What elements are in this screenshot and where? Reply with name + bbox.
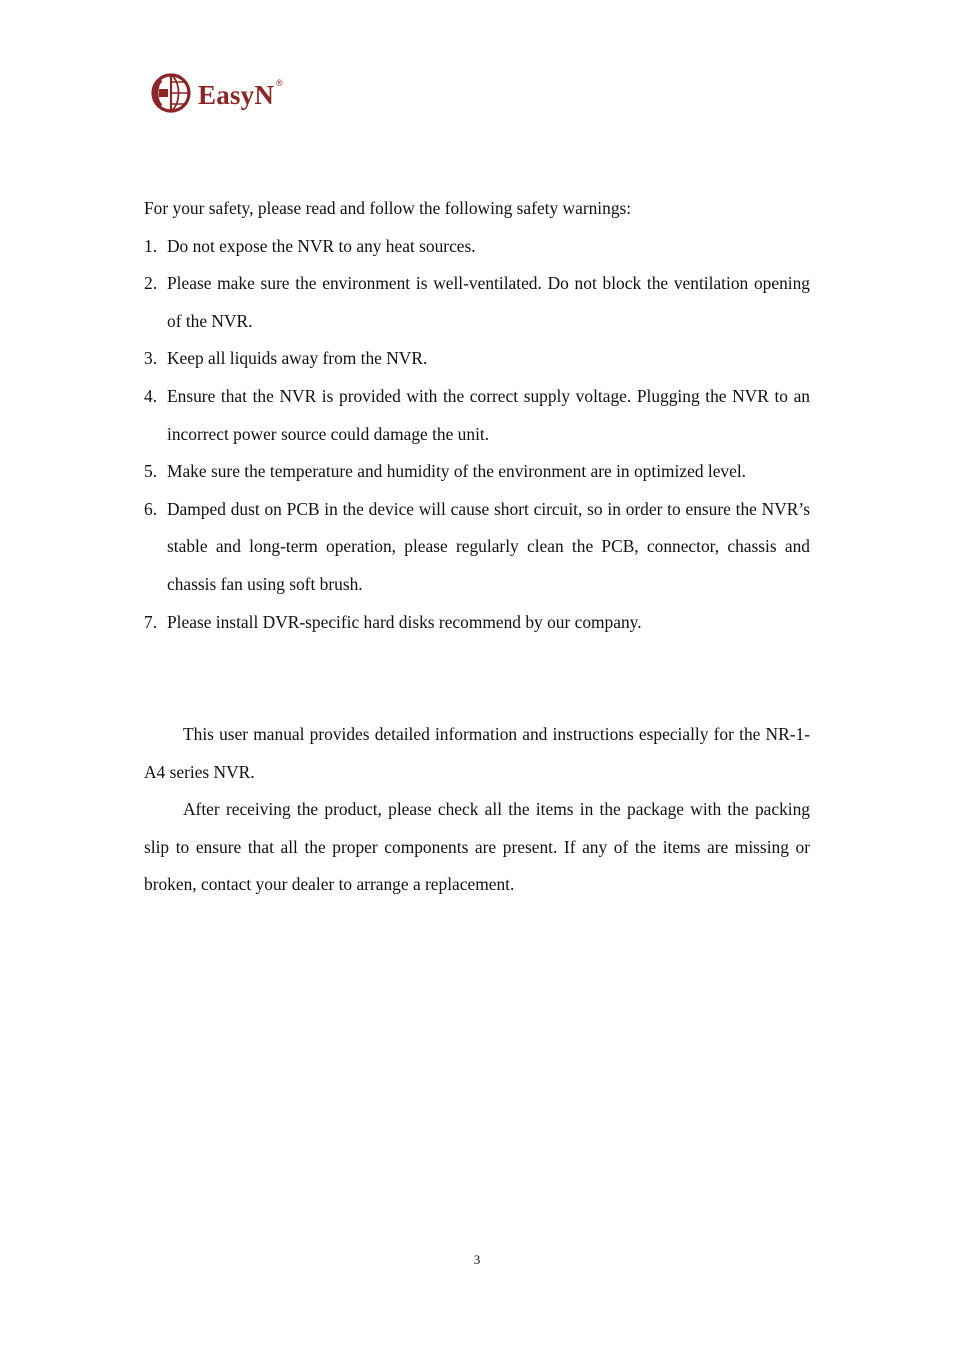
list-item-number: 6. (144, 498, 158, 519)
intro-paragraph: This user manual provides detailed information and instructions especially for the NR-1-A4 series NVR. (144, 724, 810, 782)
list-item (144, 265, 810, 340)
list-item-text: Do not expose the NVR to any heat sources. (167, 235, 476, 256)
list-item (144, 604, 810, 642)
list-item-number: 3. (144, 348, 158, 369)
list-item-number: 7. (144, 611, 158, 632)
list-item-text: Please install DVR-specific hard disks recommend by our company. (167, 611, 642, 632)
page-number: 3 (473, 1252, 481, 1267)
manual-intro-section (144, 716, 810, 904)
safety-warnings-list (144, 228, 810, 642)
list-item-number: 5. (144, 461, 158, 482)
intro-paragraph: After receiving the product, please check all the items in the package with the packing slip to ensure that all the proper components are present. If any of the items are missing or broken, contact your dealer to arrange a replacement. (144, 799, 810, 895)
list-item (144, 378, 810, 453)
list-item (144, 340, 810, 378)
list-item (144, 228, 810, 266)
list-item-number: 2. (144, 273, 158, 294)
brand-logo (150, 70, 283, 116)
list-item (144, 453, 810, 491)
list-item-text: Keep all liquids away from the NVR. (167, 348, 428, 369)
list-item-text: Damped dust on PCB in the device will cause short circuit, so in order to ensure the NVR’s stable and long-term operation, please regularly clean the PCB, connector, chassis and chassis fan using soft brush. (167, 498, 810, 594)
list-item-number: 4. (144, 385, 158, 406)
globe-logo-icon (150, 71, 192, 115)
safety-intro: For your safety, please read and follow the following safety warnings: (144, 198, 632, 218)
list-item-text: Please make sure the environment is well-ventilated. Do not block the ventilation opening of the NVR. (167, 273, 810, 331)
list-item-text: Ensure that the NVR is provided with the correct supply voltage. Plugging the NVR to an incorrect power source could damage the unit. (167, 385, 810, 444)
list-item-number: 1. (144, 235, 158, 256)
safety-section (144, 190, 810, 641)
registered-mark: ® (276, 78, 283, 88)
list-item-text: Make sure the temperature and humidity of the environment are in optimized level. (167, 461, 747, 482)
brand-name: EasyN (198, 79, 275, 110)
list-item (144, 491, 810, 604)
